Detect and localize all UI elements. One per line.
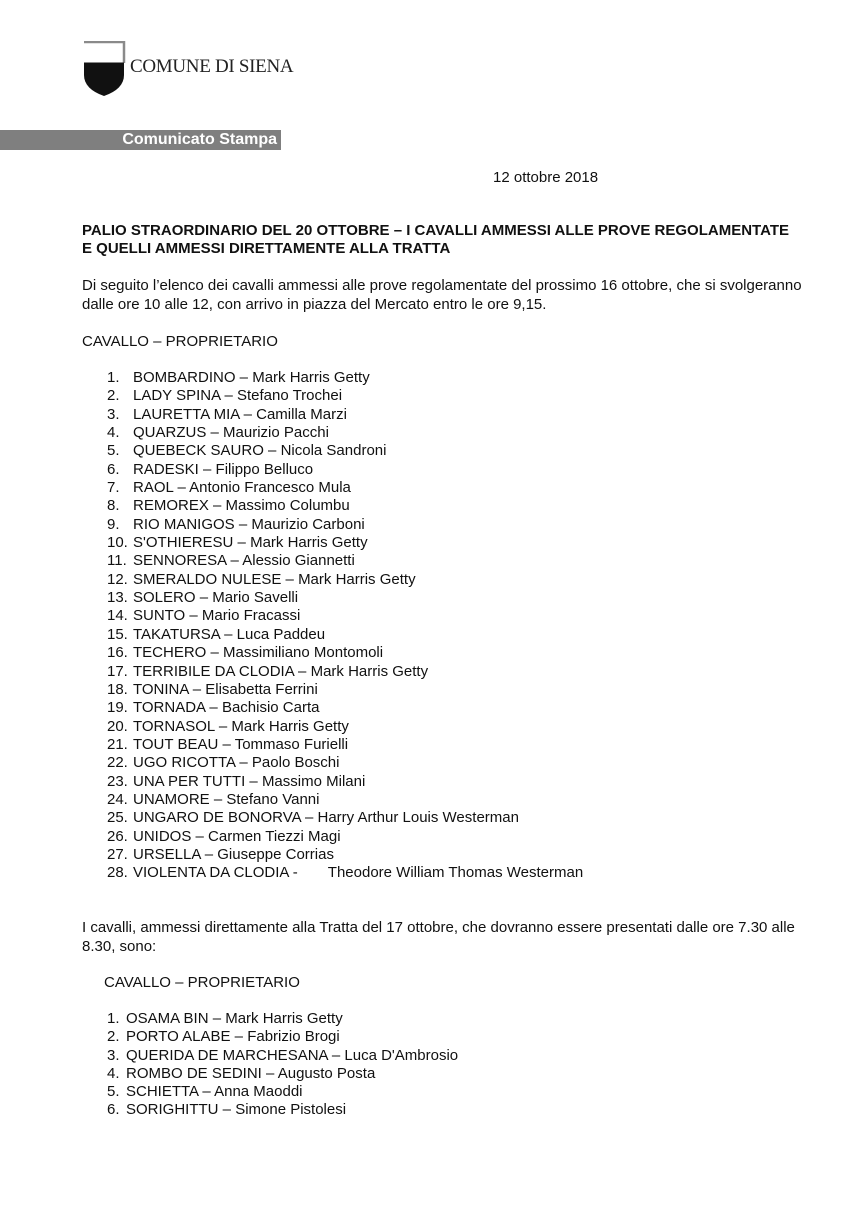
siena-shield-icon: [82, 41, 126, 97]
list-item: [107, 552, 583, 570]
separator: –: [198, 460, 216, 478]
item-number: 10.: [107, 534, 128, 552]
separator: –: [235, 754, 252, 772]
horse-name: RAOL: [133, 479, 174, 497]
item-number: 6.: [107, 460, 120, 478]
logo-text: COMUNE DI SIENA: [130, 56, 294, 77]
item-number: 2.: [107, 1028, 120, 1046]
list-item: [107, 1010, 458, 1028]
item-number: 2.: [107, 387, 120, 405]
list-item: [107, 1028, 458, 1046]
owner-name: Luca D'Ambrosio: [344, 1046, 459, 1064]
separator: –: [219, 625, 237, 643]
section1-column-header: CAVALLO – PROPRIETARIO: [82, 333, 278, 350]
item-number: 18.: [107, 680, 128, 698]
item-number: 5.: [107, 442, 120, 460]
horse-name: QUERIDA DE MARCHESANA: [126, 1046, 328, 1064]
owner-name: Stefano Trochei: [236, 387, 343, 405]
horse-name: RIO MANIGOS: [133, 515, 235, 533]
list-item: [107, 479, 583, 497]
item-number: 26.: [107, 827, 128, 845]
separator: –: [208, 497, 226, 515]
horse-name: TAKATURSA: [133, 625, 220, 643]
list-item: [107, 607, 583, 625]
owner-name: Luca Paddeu: [236, 625, 326, 643]
separator: –: [195, 589, 213, 607]
owner-name: Stefano Vanni: [226, 790, 320, 808]
section2-intro: I cavalli, ammessi direttamente alla Tratta del 17 ottobre, che dovranno essere presentati dalle ore 7.30 alle 8.30, sono:: [82, 919, 795, 955]
list-item: [107, 461, 583, 479]
list-item: [107, 369, 583, 387]
separator: –: [239, 405, 257, 423]
press-release-banner: [0, 130, 281, 150]
owner-name: Anna Maoddi: [214, 1083, 303, 1101]
item-number: 11.: [107, 552, 127, 570]
owner-name: Mark Harris Getty: [298, 570, 416, 588]
separator: –: [185, 607, 202, 625]
separator: –: [218, 1101, 236, 1119]
owner-name: Mario Savelli: [212, 589, 299, 607]
horse-name: LADY SPINA: [133, 387, 221, 405]
item-number: 9.: [107, 515, 120, 533]
owner-name: Maurizio Pacchi: [223, 424, 329, 442]
horse-name: SOLERO: [133, 589, 196, 607]
list-item: [107, 571, 583, 589]
section1-intro: Di seguito l’elenco dei cavalli ammessi alle prove regolamentate del prossimo 16 ottobre, che si svolgeranno dalle ore 10 alle 12, con arrivo in piazza del Mercato entro le ore 9,15.: [82, 277, 802, 313]
list-item: [107, 644, 583, 662]
owner-name: Alessio Giannetti: [242, 552, 355, 570]
item-number: 19.: [107, 699, 128, 717]
horse-name: RADESKI: [133, 460, 199, 478]
horse-name: PORTO ALABE: [126, 1028, 231, 1046]
horse-name: TORNADA: [133, 699, 206, 717]
item-number: 16.: [107, 644, 128, 662]
list-item: [107, 1065, 458, 1083]
item-number: 3.: [107, 1046, 120, 1064]
separator: –: [200, 845, 218, 863]
item-number: 7.: [107, 479, 120, 497]
list-item: [107, 681, 583, 699]
horse-name: UNIDOS: [133, 827, 192, 845]
banner-label: Comunicato Stampa: [122, 131, 277, 148]
list-item: [107, 387, 583, 405]
horse-name: UNGARO DE BONORVA: [133, 809, 301, 827]
item-number: 20.: [107, 717, 128, 735]
owner-name: Mark Harris Getty: [310, 662, 429, 680]
owner-name: Camilla Marzi: [256, 405, 347, 423]
owner-name: Mark Harris Getty: [252, 369, 370, 386]
item-number: 14.: [107, 607, 128, 625]
list-item: [107, 663, 583, 681]
list-item: [107, 516, 583, 534]
owner-name: Massimo Columbu: [225, 497, 350, 515]
horse-name: TONINA: [133, 680, 189, 698]
separator: –: [214, 717, 232, 735]
owner-name: Harry Arthur Louis Westerman: [317, 809, 519, 827]
item-number: 23.: [107, 772, 128, 790]
list-item: [107, 442, 583, 460]
separator: –: [234, 515, 252, 533]
horse-name: TERRIBILE DA CLODIA: [133, 662, 294, 680]
item-number: 13.: [107, 589, 128, 607]
owner-name: Giuseppe Corrias: [217, 845, 334, 863]
list-item: [107, 1083, 458, 1101]
list-item: [107, 809, 583, 827]
separator: –: [206, 424, 224, 442]
item-number: 4.: [107, 1064, 120, 1082]
document-title: PALIO STRAORDINARIO DEL 20 OTTOBRE – I CAVALLI AMMESSI ALLE PROVE REGOLAMENTATE E QUELLI AMMESSI DIRETTAMENTE ALLA TRATTA: [82, 222, 789, 257]
separator: –: [206, 644, 224, 662]
horse-name: TOUT BEAU: [133, 735, 219, 753]
item-number: 3.: [107, 405, 120, 423]
item-number: 5.: [107, 1083, 120, 1101]
owner-name: Bachisio Carta: [221, 699, 320, 717]
separator: –: [208, 1010, 226, 1027]
owner-name: Theodore William Thomas Westerman: [327, 864, 584, 882]
item-number: 27.: [107, 845, 128, 863]
separator: –: [198, 1083, 215, 1101]
list-item: [107, 534, 583, 552]
list-item: [107, 424, 583, 442]
owner-name: Simone Pistolesi: [235, 1101, 347, 1119]
list-item: [107, 1101, 458, 1119]
horse-name: SCHIETTA: [126, 1083, 199, 1101]
separator: –: [293, 662, 311, 680]
item-number: 4.: [107, 424, 120, 442]
item-number: 25.: [107, 809, 128, 827]
owner-name: Massimo Milani: [261, 772, 366, 790]
horse-name: SMERALDO NULESE: [133, 570, 282, 588]
item-number: 21.: [107, 735, 128, 753]
list-item: [107, 718, 583, 736]
owner-name: Augusto Posta: [277, 1064, 376, 1082]
owner-name: Mark Harris Getty: [225, 1010, 343, 1027]
horse-name: URSELLA: [133, 845, 201, 863]
list-item: [107, 589, 583, 607]
horse-name: UNAMORE: [133, 790, 210, 808]
owner-name: Mark Harris Getty: [231, 717, 349, 735]
owner-name: Nicola Sandroni: [280, 442, 387, 460]
separator: –: [300, 809, 318, 827]
list-item: [107, 406, 583, 424]
list-item: [107, 497, 583, 515]
item-number: 1.: [107, 1010, 120, 1027]
separator: –: [245, 772, 262, 790]
horse-name: UGO RICOTTA: [133, 754, 236, 772]
item-number: 22.: [107, 754, 128, 772]
owner-name: Massimiliano Montomoli: [223, 644, 384, 662]
owner-name: Mario Fracassi: [201, 607, 301, 625]
separator: –: [327, 1046, 345, 1064]
separator: -: [288, 864, 298, 882]
separator: –: [173, 479, 190, 497]
separator: –: [230, 1028, 248, 1046]
trial-horses-list: [107, 369, 583, 883]
horse-name: ROMBO DE SEDINI: [126, 1064, 262, 1082]
separator: –: [281, 570, 299, 588]
list-item: [107, 791, 583, 809]
item-number: 12.: [107, 570, 128, 588]
owner-name: Fabrizio Brogi: [247, 1028, 340, 1046]
tratta-horses-list: [107, 1010, 458, 1120]
item-number: 1.: [107, 369, 120, 386]
horse-name: TORNASOL: [133, 717, 215, 735]
separator: –: [191, 827, 209, 845]
separator: –: [226, 552, 243, 570]
owner-name: Elisabetta Ferrini: [205, 680, 318, 698]
list-item: [107, 864, 583, 882]
separator: –: [233, 534, 251, 552]
separator: –: [188, 680, 206, 698]
comune-di-siena-logo: [82, 41, 312, 97]
item-number: 8.: [107, 497, 120, 515]
horse-name: QUARZUS: [133, 424, 207, 442]
list-item: [107, 736, 583, 754]
list-item: [107, 754, 583, 772]
document-date: 12 ottobre 2018: [493, 169, 599, 186]
list-item: [107, 846, 583, 864]
horse-name: LAURETTA MIA: [133, 405, 240, 423]
list-item: [107, 828, 583, 846]
owner-name: Carmen Tiezzi Magi: [208, 827, 341, 845]
separator: –: [235, 369, 253, 386]
horse-name: OSAMA BIN: [126, 1010, 209, 1027]
list-item: [107, 699, 583, 717]
item-number: 6.: [107, 1101, 120, 1119]
horse-name: SENNORESA: [133, 552, 227, 570]
horse-name: QUEBECK SAURO: [133, 442, 264, 460]
list-item: [107, 626, 583, 644]
separator: –: [263, 442, 281, 460]
item-number: 24.: [107, 790, 128, 808]
owner-name: Mark Harris Getty: [250, 534, 368, 552]
separator: –: [218, 735, 235, 753]
list-item: [107, 773, 583, 791]
owner-name: Filippo Belluco: [215, 460, 314, 478]
item-number: 17.: [107, 662, 128, 680]
owner-name: Paolo Boschi: [251, 754, 340, 772]
item-number: 15.: [107, 625, 128, 643]
owner-name: Maurizio Carboni: [251, 515, 365, 533]
horse-name: BOMBARDINO: [133, 369, 236, 386]
separator: –: [220, 387, 237, 405]
owner-name: Antonio Francesco Mula: [189, 479, 351, 497]
section2-column-header: CAVALLO – PROPRIETARIO: [104, 974, 300, 991]
separator: –: [209, 790, 227, 808]
horse-name: SORIGHITTU: [126, 1101, 219, 1119]
owner-name: Tommaso Furielli: [234, 735, 349, 753]
horse-name: VIOLENTA DA CLODIA: [133, 864, 289, 882]
horse-name: REMOREX: [133, 497, 209, 515]
item-number: 28.: [107, 864, 128, 882]
horse-name: S'OTHIERESU: [133, 534, 234, 552]
separator: –: [205, 699, 222, 717]
list-item: [107, 1047, 458, 1065]
horse-name: UNA PER TUTTI: [133, 772, 246, 790]
horse-name: TECHERO: [133, 644, 207, 662]
separator: –: [261, 1064, 278, 1082]
horse-name: SUNTO: [133, 607, 186, 625]
